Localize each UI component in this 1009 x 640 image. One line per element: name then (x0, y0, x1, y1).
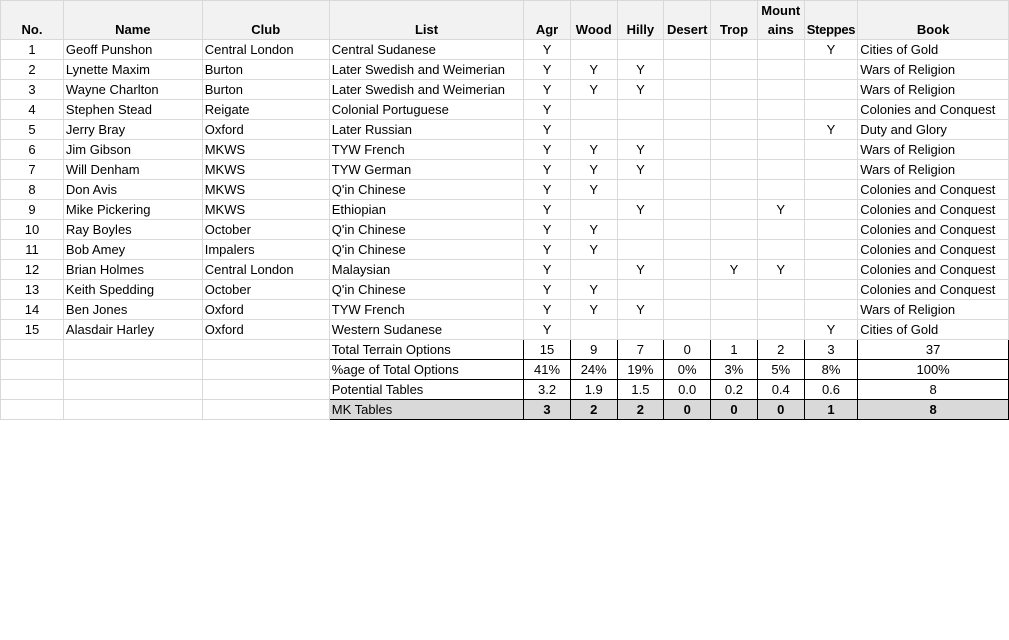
cell-trop[interactable] (711, 40, 758, 60)
col-header-agr[interactable]: Agr (524, 1, 571, 40)
col-header-book[interactable]: Book (858, 1, 1009, 40)
empty-cell[interactable] (202, 340, 329, 360)
cell-wood[interactable]: Y (570, 280, 617, 300)
empty-cell[interactable] (202, 400, 329, 420)
summary-label[interactable]: Total Terrain Options (329, 340, 524, 360)
cell-steppes[interactable] (804, 180, 857, 200)
cell-name[interactable]: Will Denham (63, 160, 202, 180)
table-row (1, 260, 1009, 280)
cell-trop[interactable] (711, 100, 758, 120)
cell-mount[interactable] (757, 120, 804, 140)
summary-value[interactable]: 3% (711, 360, 758, 380)
empty-cell[interactable] (1, 400, 64, 420)
cell-book[interactable]: Colonies and Conquest (858, 220, 1009, 240)
cell-hilly[interactable]: Y (617, 300, 664, 320)
empty-cell[interactable] (63, 400, 202, 420)
cell-wood[interactable] (570, 100, 617, 120)
cell-wood[interactable] (570, 260, 617, 280)
summary-label[interactable]: Potential Tables (329, 380, 524, 400)
cell-book[interactable]: Colonies and Conquest (858, 260, 1009, 280)
header-row (1, 1, 1009, 40)
summary-value[interactable]: 8% (804, 360, 857, 380)
cell-mount[interactable] (757, 180, 804, 200)
cell-hilly[interactable] (617, 120, 664, 140)
cell-name[interactable]: Keith Spedding (63, 280, 202, 300)
empty-cell[interactable] (202, 360, 329, 380)
cell-list[interactable]: Later Swedish and Weimerian (329, 80, 524, 100)
cell-book[interactable]: Colonies and Conquest (858, 280, 1009, 300)
cell-trop[interactable] (711, 120, 758, 140)
summary-value[interactable]: 2 (570, 400, 617, 420)
cell-hilly[interactable] (617, 100, 664, 120)
table-row (1, 140, 1009, 160)
cell-club[interactable]: Impalers (202, 240, 329, 260)
cell-wood[interactable]: Y (570, 80, 617, 100)
cell-club[interactable]: MKWS (202, 180, 329, 200)
cell-steppes[interactable] (804, 160, 857, 180)
cell-hilly[interactable]: Y (617, 200, 664, 220)
table-row (1, 100, 1009, 120)
cell-agr[interactable]: Y (524, 180, 571, 200)
cell-agr[interactable]: Y (524, 60, 571, 80)
cell-list[interactable]: Central Sudanese (329, 40, 524, 60)
summary-label[interactable]: %age of Total Options (329, 360, 524, 380)
cell-wood[interactable]: Y (570, 220, 617, 240)
cell-desert[interactable] (664, 60, 711, 80)
col-header-steppes[interactable]: Steppes (804, 1, 857, 40)
table-row (1, 220, 1009, 240)
cell-list[interactable]: Later Russian (329, 120, 524, 140)
cell-no[interactable]: 6 (1, 140, 64, 160)
cell-no[interactable]: 4 (1, 100, 64, 120)
cell-name[interactable]: Ben Jones (63, 300, 202, 320)
cell-desert[interactable] (664, 180, 711, 200)
cell-no[interactable]: 14 (1, 300, 64, 320)
cell-agr[interactable]: Y (524, 200, 571, 220)
cell-steppes[interactable] (804, 260, 857, 280)
cell-agr[interactable]: Y (524, 140, 571, 160)
cell-hilly[interactable]: Y (617, 140, 664, 160)
cell-club[interactable]: Central London (202, 40, 329, 60)
cell-hilly[interactable] (617, 180, 664, 200)
cell-wood[interactable]: Y (570, 240, 617, 260)
cell-mount[interactable]: Y (757, 200, 804, 220)
cell-steppes[interactable] (804, 240, 857, 260)
cell-no[interactable]: 3 (1, 80, 64, 100)
cell-list[interactable]: TYW German (329, 160, 524, 180)
cell-wood[interactable]: Y (570, 60, 617, 80)
summary-row (1, 400, 1009, 420)
cell-trop[interactable] (711, 140, 758, 160)
cell-agr[interactable]: Y (524, 300, 571, 320)
cell-wood[interactable]: Y (570, 160, 617, 180)
cell-desert[interactable] (664, 220, 711, 240)
cell-list[interactable]: TYW French (329, 140, 524, 160)
empty-cell[interactable] (1, 340, 64, 360)
cell-desert[interactable] (664, 160, 711, 180)
cell-agr[interactable]: Y (524, 240, 571, 260)
summary-value[interactable]: 0.0 (664, 380, 711, 400)
cell-desert[interactable] (664, 200, 711, 220)
cell-no[interactable]: 8 (1, 180, 64, 200)
cell-hilly[interactable] (617, 240, 664, 260)
cell-book[interactable]: Wars of Religion (858, 160, 1009, 180)
col-header-hilly[interactable]: Hilly (617, 1, 664, 40)
summary-value[interactable]: 1.5 (617, 380, 664, 400)
cell-list[interactable]: Malaysian (329, 260, 524, 280)
cell-club[interactable]: Central London (202, 260, 329, 280)
cell-name[interactable]: Stephen Stead (63, 100, 202, 120)
cell-no[interactable]: 15 (1, 320, 64, 340)
cell-steppes[interactable]: Y (804, 320, 857, 340)
cell-agr[interactable]: Y (524, 220, 571, 240)
cell-steppes[interactable] (804, 280, 857, 300)
empty-cell[interactable] (63, 380, 202, 400)
cell-hilly[interactable]: Y (617, 60, 664, 80)
cell-desert[interactable] (664, 80, 711, 100)
col-header-wood[interactable]: Wood (570, 1, 617, 40)
table-row (1, 80, 1009, 100)
cell-trop[interactable] (711, 200, 758, 220)
cell-mount[interactable] (757, 240, 804, 260)
summary-book-total[interactable]: 37 (858, 340, 1009, 360)
cell-no[interactable]: 7 (1, 160, 64, 180)
cell-desert[interactable] (664, 300, 711, 320)
cell-name[interactable]: Don Avis (63, 180, 202, 200)
cell-list[interactable]: Ethiopian (329, 200, 524, 220)
summary-value[interactable]: 5% (757, 360, 804, 380)
cell-trop[interactable] (711, 180, 758, 200)
summary-value[interactable]: 0.4 (757, 380, 804, 400)
cell-wood[interactable]: Y (570, 300, 617, 320)
cell-book[interactable]: Colonies and Conquest (858, 180, 1009, 200)
cell-desert[interactable] (664, 100, 711, 120)
col-header-desert[interactable]: Desert (664, 1, 711, 40)
cell-trop[interactable] (711, 80, 758, 100)
table-row (1, 240, 1009, 260)
cell-book[interactable]: Wars of Religion (858, 60, 1009, 80)
cell-agr[interactable]: Y (524, 260, 571, 280)
table-row (1, 120, 1009, 140)
cell-steppes[interactable] (804, 200, 857, 220)
cell-club[interactable]: Burton (202, 60, 329, 80)
cell-hilly[interactable]: Y (617, 80, 664, 100)
cell-steppes[interactable]: Y (804, 40, 857, 60)
table-row (1, 160, 1009, 180)
cell-hilly[interactable]: Y (617, 160, 664, 180)
cell-club[interactable]: Oxford (202, 320, 329, 340)
empty-cell[interactable] (202, 380, 329, 400)
cell-book[interactable]: Colonies and Conquest (858, 240, 1009, 260)
cell-no[interactable]: 5 (1, 120, 64, 140)
cell-desert[interactable] (664, 40, 711, 60)
cell-agr[interactable]: Y (524, 280, 571, 300)
summary-book-total[interactable]: 8 (858, 380, 1009, 400)
cell-trop[interactable] (711, 280, 758, 300)
col-header-mountains-text: Mount ains (761, 3, 801, 37)
col-header-mountains[interactable] (757, 1, 804, 40)
cell-trop[interactable] (711, 320, 758, 340)
cell-book[interactable]: Duty and Glory (858, 120, 1009, 140)
cell-hilly[interactable]: Y (617, 260, 664, 280)
cell-club[interactable]: October (202, 220, 329, 240)
cell-steppes[interactable] (804, 100, 857, 120)
summary-value[interactable]: 0.2 (711, 380, 758, 400)
cell-name[interactable]: Alasdair Harley (63, 320, 202, 340)
cell-trop[interactable] (711, 300, 758, 320)
summary-value[interactable]: 7 (617, 340, 664, 360)
cell-steppes[interactable]: Y (804, 120, 857, 140)
table-row (1, 300, 1009, 320)
cell-mount[interactable] (757, 320, 804, 340)
cell-mount[interactable] (757, 160, 804, 180)
cell-trop[interactable] (711, 240, 758, 260)
cell-list[interactable]: Q'in Chinese (329, 280, 524, 300)
cell-no[interactable]: 2 (1, 60, 64, 80)
empty-cell[interactable] (63, 360, 202, 380)
cell-trop[interactable]: Y (711, 260, 758, 280)
cell-name[interactable]: Jerry Bray (63, 120, 202, 140)
cell-book[interactable]: Cities of Gold (858, 320, 1009, 340)
cell-list[interactable]: Q'in Chinese (329, 180, 524, 200)
empty-cell[interactable] (63, 340, 202, 360)
cell-name[interactable]: Jim Gibson (63, 140, 202, 160)
cell-name[interactable]: Brian Holmes (63, 260, 202, 280)
summary-value[interactable]: 24% (570, 360, 617, 380)
summary-value[interactable]: 0% (664, 360, 711, 380)
table-row (1, 60, 1009, 80)
cell-name[interactable]: Mike Pickering (63, 200, 202, 220)
cell-no[interactable]: 11 (1, 240, 64, 260)
cell-desert[interactable] (664, 120, 711, 140)
cell-hilly[interactable] (617, 220, 664, 240)
cell-name[interactable]: Ray Boyles (63, 220, 202, 240)
cell-book[interactable]: Cities of Gold (858, 40, 1009, 60)
cell-book[interactable]: Wars of Religion (858, 300, 1009, 320)
cell-agr[interactable]: Y (524, 40, 571, 60)
cell-list[interactable]: Q'in Chinese (329, 220, 524, 240)
col-header-trop[interactable]: Trop (711, 1, 758, 40)
table-row (1, 40, 1009, 60)
summary-value[interactable]: 41% (524, 360, 571, 380)
cell-club[interactable]: Oxford (202, 300, 329, 320)
cell-mount[interactable] (757, 300, 804, 320)
cell-no[interactable]: 10 (1, 220, 64, 240)
cell-club[interactable]: MKWS (202, 160, 329, 180)
cell-no[interactable]: 12 (1, 260, 64, 280)
cell-desert[interactable] (664, 140, 711, 160)
cell-steppes[interactable] (804, 300, 857, 320)
table-row (1, 280, 1009, 300)
cell-name[interactable]: Bob Amey (63, 240, 202, 260)
summary-value[interactable]: 2 (757, 340, 804, 360)
cell-hilly[interactable] (617, 280, 664, 300)
cell-book[interactable]: Colonies and Conquest (858, 200, 1009, 220)
cell-list[interactable]: Later Swedish and Weimerian (329, 60, 524, 80)
col-header-name[interactable]: Name (63, 1, 202, 40)
cell-club[interactable]: Reigate (202, 100, 329, 120)
cell-trop[interactable] (711, 160, 758, 180)
cell-desert[interactable] (664, 320, 711, 340)
cell-name[interactable]: Lynette Maxim (63, 60, 202, 80)
cell-list[interactable]: Colonial Portuguese (329, 100, 524, 120)
summary-value[interactable]: 15 (524, 340, 571, 360)
cell-wood[interactable]: Y (570, 140, 617, 160)
cell-mount[interactable] (757, 40, 804, 60)
cell-book[interactable]: Colonies and Conquest (858, 100, 1009, 120)
cell-club[interactable]: Burton (202, 80, 329, 100)
cell-trop[interactable] (711, 60, 758, 80)
cell-club[interactable]: MKWS (202, 140, 329, 160)
summary-value[interactable]: 0.6 (804, 380, 857, 400)
cell-agr[interactable]: Y (524, 80, 571, 100)
cell-no[interactable]: 1 (1, 40, 64, 60)
table-row (1, 200, 1009, 220)
summary-book-total[interactable]: 8 (858, 400, 1009, 420)
summary-value[interactable]: 1 (711, 340, 758, 360)
col-header-club[interactable]: Club (202, 1, 329, 40)
col-header-list[interactable]: List (329, 1, 524, 40)
cell-mount[interactable]: Y (757, 260, 804, 280)
cell-name[interactable]: Wayne Charlton (63, 80, 202, 100)
empty-cell[interactable] (1, 360, 64, 380)
cell-wood[interactable] (570, 40, 617, 60)
cell-list[interactable]: TYW French (329, 300, 524, 320)
table-row (1, 320, 1009, 340)
cell-no[interactable]: 9 (1, 200, 64, 220)
summary-value[interactable]: 2 (617, 400, 664, 420)
cell-steppes[interactable] (804, 140, 857, 160)
cell-club[interactable]: October (202, 280, 329, 300)
cell-desert[interactable] (664, 280, 711, 300)
summary-value[interactable]: 3 (804, 340, 857, 360)
cell-club[interactable]: Oxford (202, 120, 329, 140)
cell-mount[interactable] (757, 140, 804, 160)
cell-mount[interactable] (757, 220, 804, 240)
summary-value[interactable]: 0 (757, 400, 804, 420)
summary-value[interactable]: 1 (804, 400, 857, 420)
empty-cell[interactable] (1, 380, 64, 400)
cell-wood[interactable] (570, 120, 617, 140)
summary-row (1, 360, 1009, 380)
cell-agr[interactable]: Y (524, 320, 571, 340)
cell-wood[interactable]: Y (570, 180, 617, 200)
cell-list[interactable]: Western Sudanese (329, 320, 524, 340)
cell-book[interactable]: Wars of Religion (858, 80, 1009, 100)
cell-book[interactable]: Wars of Religion (858, 140, 1009, 160)
cell-name[interactable]: Geoff Punshon (63, 40, 202, 60)
summary-value[interactable]: 9 (570, 340, 617, 360)
col-header-no[interactable]: No. (1, 1, 64, 40)
summary-value[interactable]: 19% (617, 360, 664, 380)
table-row (1, 180, 1009, 200)
cell-steppes[interactable] (804, 60, 857, 80)
cell-wood[interactable] (570, 320, 617, 340)
cell-agr[interactable]: Y (524, 160, 571, 180)
cell-mount[interactable] (757, 280, 804, 300)
summary-row (1, 340, 1009, 360)
cell-mount[interactable] (757, 60, 804, 80)
cell-mount[interactable] (757, 100, 804, 120)
summary-value[interactable]: 0 (664, 400, 711, 420)
cell-mount[interactable] (757, 80, 804, 100)
summary-value[interactable]: 0 (711, 400, 758, 420)
cell-desert[interactable] (664, 240, 711, 260)
cell-agr[interactable]: Y (524, 100, 571, 120)
cell-desert[interactable] (664, 260, 711, 280)
summary-value[interactable]: 3.2 (524, 380, 571, 400)
cell-wood[interactable] (570, 200, 617, 220)
summary-book-total[interactable]: 100% (858, 360, 1009, 380)
cell-agr[interactable]: Y (524, 120, 571, 140)
summary-row (1, 380, 1009, 400)
summary-value[interactable]: 3 (524, 400, 571, 420)
cell-steppes[interactable] (804, 80, 857, 100)
cell-no[interactable]: 13 (1, 280, 64, 300)
summary-value[interactable]: 1.9 (570, 380, 617, 400)
cell-list[interactable]: Q'in Chinese (329, 240, 524, 260)
summary-value[interactable]: 0 (664, 340, 711, 360)
cell-hilly[interactable] (617, 40, 664, 60)
summary-label[interactable]: MK Tables (329, 400, 524, 420)
cell-steppes[interactable] (804, 220, 857, 240)
cell-club[interactable]: MKWS (202, 200, 329, 220)
cell-trop[interactable] (711, 220, 758, 240)
cell-hilly[interactable] (617, 320, 664, 340)
